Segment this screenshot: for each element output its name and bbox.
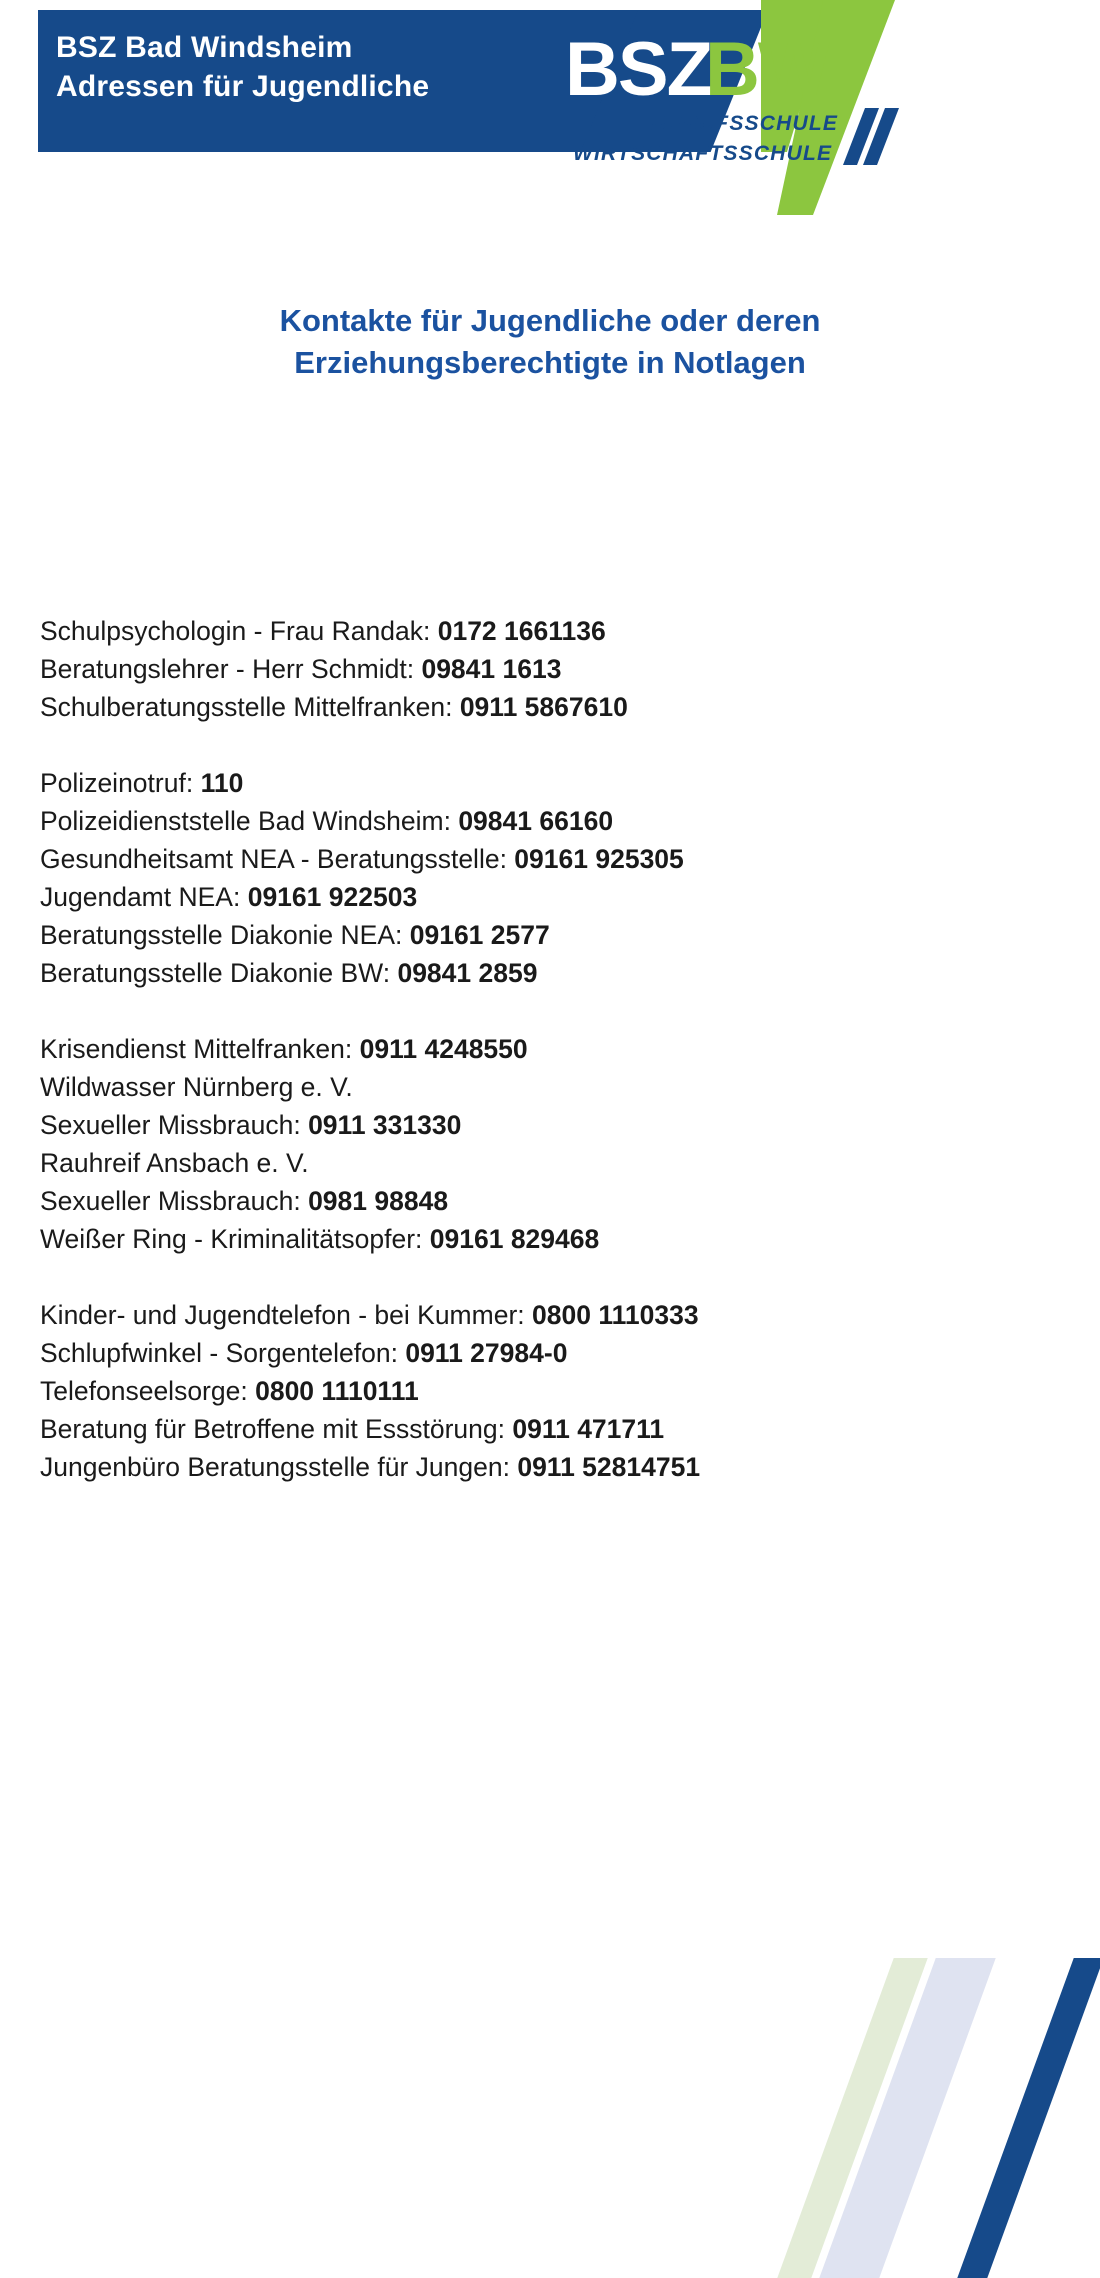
contact-row [40, 916, 1060, 954]
page-title-line1: Kontakte für Jugendliche oder deren [279, 303, 821, 338]
contact-list [40, 612, 1060, 1524]
contact-label: Polizeinotruf: [40, 768, 201, 798]
contact-row [40, 1448, 1060, 1486]
header-title [56, 28, 429, 106]
logo-text-bsz: BSZ [565, 27, 711, 112]
logo-graphic [565, 0, 940, 215]
footer-stripe-green [770, 1958, 935, 2278]
contact-label: Wildwasser Nürnberg e. V. [40, 1072, 353, 1102]
contact-label: Jungenbüro Beratungsstelle für Jungen: [40, 1452, 518, 1482]
contact-row [40, 764, 1060, 802]
contact-label: Kinder- und Jugendtelefon - bei Kummer: [40, 1300, 532, 1330]
contact-label: Schulberatungsstelle Mittelfranken: [40, 692, 460, 722]
contact-number: 0800 1110111 [255, 1376, 419, 1406]
contact-label: Beratungsstelle Diakonie BW: [40, 958, 398, 988]
contact-label: Beratungslehrer - Herr Schmidt: [40, 654, 422, 684]
footer-stripe-lavender [812, 1958, 1003, 2278]
logo-text-bw: BW [705, 27, 828, 112]
header-title-line2: Adressen für Jugendliche [56, 70, 430, 103]
contact-label: Beratungsstelle Diakonie NEA: [40, 920, 410, 950]
contact-row [40, 954, 1060, 992]
contact-number: 09161 925305 [514, 844, 684, 874]
contact-label: Jugendamt NEA: [40, 882, 248, 912]
contact-number: 0911 471711 [512, 1414, 665, 1444]
contact-number: 0172 1661136 [437, 616, 606, 646]
contact-number: 09161 829468 [429, 1224, 600, 1254]
footer-decoration [0, 1958, 1100, 2278]
contact-label: Krisendienst Mittelfranken: [40, 1034, 360, 1064]
contact-row [40, 802, 1060, 840]
header-title-line1: BSZ Bad Windsheim [56, 31, 353, 64]
contact-label: Rauhreif Ansbach e. V. [40, 1148, 309, 1178]
contact-row [40, 1410, 1060, 1448]
contact-label: Sexueller Missbrauch: [40, 1186, 309, 1216]
contact-number: 0911 331330 [308, 1110, 462, 1140]
contact-row [40, 1296, 1060, 1334]
page-title [0, 300, 1100, 384]
bsz-bw-logo [565, 0, 940, 215]
contact-label: Schlupfwinkel - Sorgentelefon: [40, 1338, 406, 1368]
logo-subline-1: BERUFSSCHULE [651, 112, 839, 135]
contact-group-hotlines [40, 1296, 1060, 1486]
contact-number: 09161 922503 [247, 882, 418, 912]
page-title-line2: Erziehungsberechtigte in Notlagen [294, 344, 806, 380]
contact-number: 0800 1110333 [532, 1300, 699, 1330]
contact-number: 0911 5867610 [459, 692, 628, 722]
contact-row [40, 1182, 1060, 1220]
contact-row [40, 1144, 1060, 1182]
contact-number: 0911 27984-0 [405, 1338, 568, 1368]
contact-label: Gesundheitsamt NEA - Beratungsstelle: [40, 844, 515, 874]
contact-row [40, 1372, 1060, 1410]
contact-row [40, 650, 1060, 688]
contact-label: Telefonseelsorge: [40, 1376, 256, 1406]
contact-number: 110 [200, 768, 244, 798]
contact-row [40, 840, 1060, 878]
contact-number: 09841 1613 [421, 654, 562, 684]
contact-row [40, 1106, 1060, 1144]
contact-row [40, 1030, 1060, 1068]
contact-label: Schulpsychologin - Frau Randak: [40, 616, 438, 646]
contact-number: 0911 52814751 [517, 1452, 701, 1482]
contact-label: Sexueller Missbrauch: [40, 1110, 309, 1140]
contact-group-krisen [40, 1030, 1060, 1258]
contact-row [40, 688, 1060, 726]
contact-label: Beratung für Betroffene mit Essstörung: [40, 1414, 513, 1444]
contact-number: 0981 98848 [308, 1186, 449, 1216]
contact-group-schule [40, 612, 1060, 726]
contact-number: 0911 4248550 [359, 1034, 528, 1064]
footer-stripe-blue [950, 1958, 1100, 2278]
contact-label: Weißer Ring - Kriminalitätsopfer: [40, 1224, 430, 1254]
contact-label: Polizeidienststelle Bad Windsheim: [40, 806, 459, 836]
contact-row [40, 1220, 1060, 1258]
contact-row [40, 1068, 1060, 1106]
contact-number: 09841 66160 [458, 806, 614, 836]
contact-number: 09841 2859 [397, 958, 538, 988]
contact-row [40, 612, 1060, 650]
contact-group-behoerden [40, 764, 1060, 992]
contact-number: 09161 2577 [409, 920, 550, 950]
contact-row [40, 878, 1060, 916]
logo-subline-2: WIRTSCHAFTSSCHULE [573, 142, 833, 165]
contact-row [40, 1334, 1060, 1372]
